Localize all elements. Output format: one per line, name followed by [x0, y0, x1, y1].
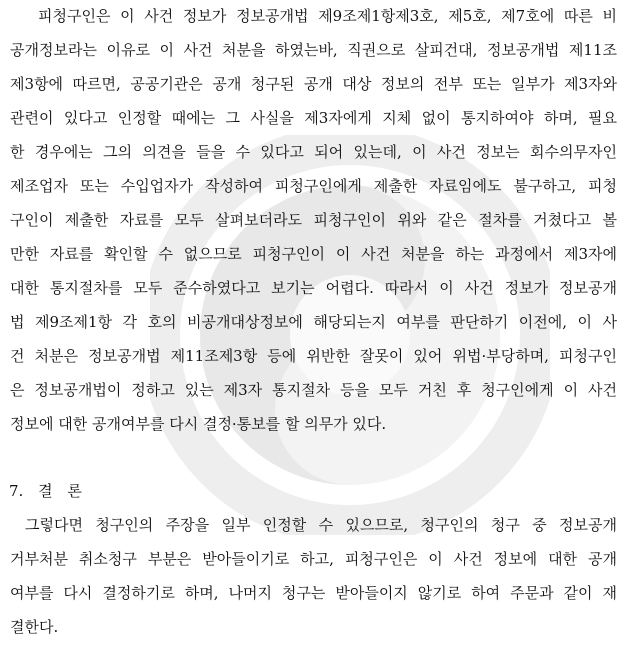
text-line: 한 경우에는 그의 의견을 들을 수 있다고 되어 있는데, 이 사건 정보는 회수의무자인: [10, 143, 617, 161]
text-line: 제3항에 따르면, 공공기관은 공개 청구된 공개 대상 정보의 전부 또는 일부가 제3자와: [10, 75, 617, 93]
text-line: 관련이 있다고 인정할 때에는 그 사실을 제3자에게 지체 없이 통지하여야 하며, 필요: [10, 109, 617, 127]
section-heading-conclusion: 7. 결 론: [9, 482, 82, 500]
text-line: 그렇다면 청구인의 주장을 일부 인정할 수 있으므로, 청구인의 청구 중 정보공개: [25, 516, 617, 534]
text-line: 피청구인은 이 사건 정보가 정보공개법 제9조제1항제3호, 제5호, 제7호에 따른 비: [38, 7, 617, 25]
text-line: 만한 자료를 확인할 수 없으므로 피청구인이 이 사건 처분을 하는 과정에서 제3자에: [10, 245, 617, 263]
text-line: 여부를 다시 결정하기로 하며, 나머지 청구는 받아들이지 않기로 하여 주문과 같이 재: [10, 584, 617, 602]
text-line: 은 정보공개법이 정하고 있는 제3자 통지절차 등을 모두 거친 후 청구인에게 이 사건: [10, 381, 617, 399]
text-line: 정보에 대한 공개여부를 다시 결정·통보를 할 의무가 있다.: [10, 415, 387, 433]
text-line: 구인이 제출한 자료를 모두 살펴보더라도 피청구인이 위와 같은 절차를 거쳤다고 볼: [10, 211, 617, 229]
text-line: 건 처분은 정보공개법 제11조제3항 등에 위반한 잘못이 있어 위법·부당하며, 피청구인: [10, 347, 617, 365]
text-line: 결한다.: [10, 618, 59, 636]
text-line: 거부처분 취소청구 부분은 받아들이기로 하고, 피청구인은 이 사건 정보에 대한 공개: [10, 550, 617, 568]
text-line: 법 제9조제1항 각 호의 비공개대상정보에 해당되는지 여부를 판단하기 이전에, 이 사: [10, 313, 617, 331]
text-line: 제조업자 또는 수입업자가 작성하여 피청구인에게 제출한 자료임에도 불구하고, 피청: [10, 177, 617, 195]
text-line: 대한 통지절차를 모두 준수하였다고 보기는 어렵다. 따라서 이 사건 정보가 정보공개: [10, 279, 617, 297]
text-line: 공개정보라는 이유로 이 사건 처분을 하였는바, 직권으로 살피건대, 정보공개법 제11조: [10, 41, 617, 59]
